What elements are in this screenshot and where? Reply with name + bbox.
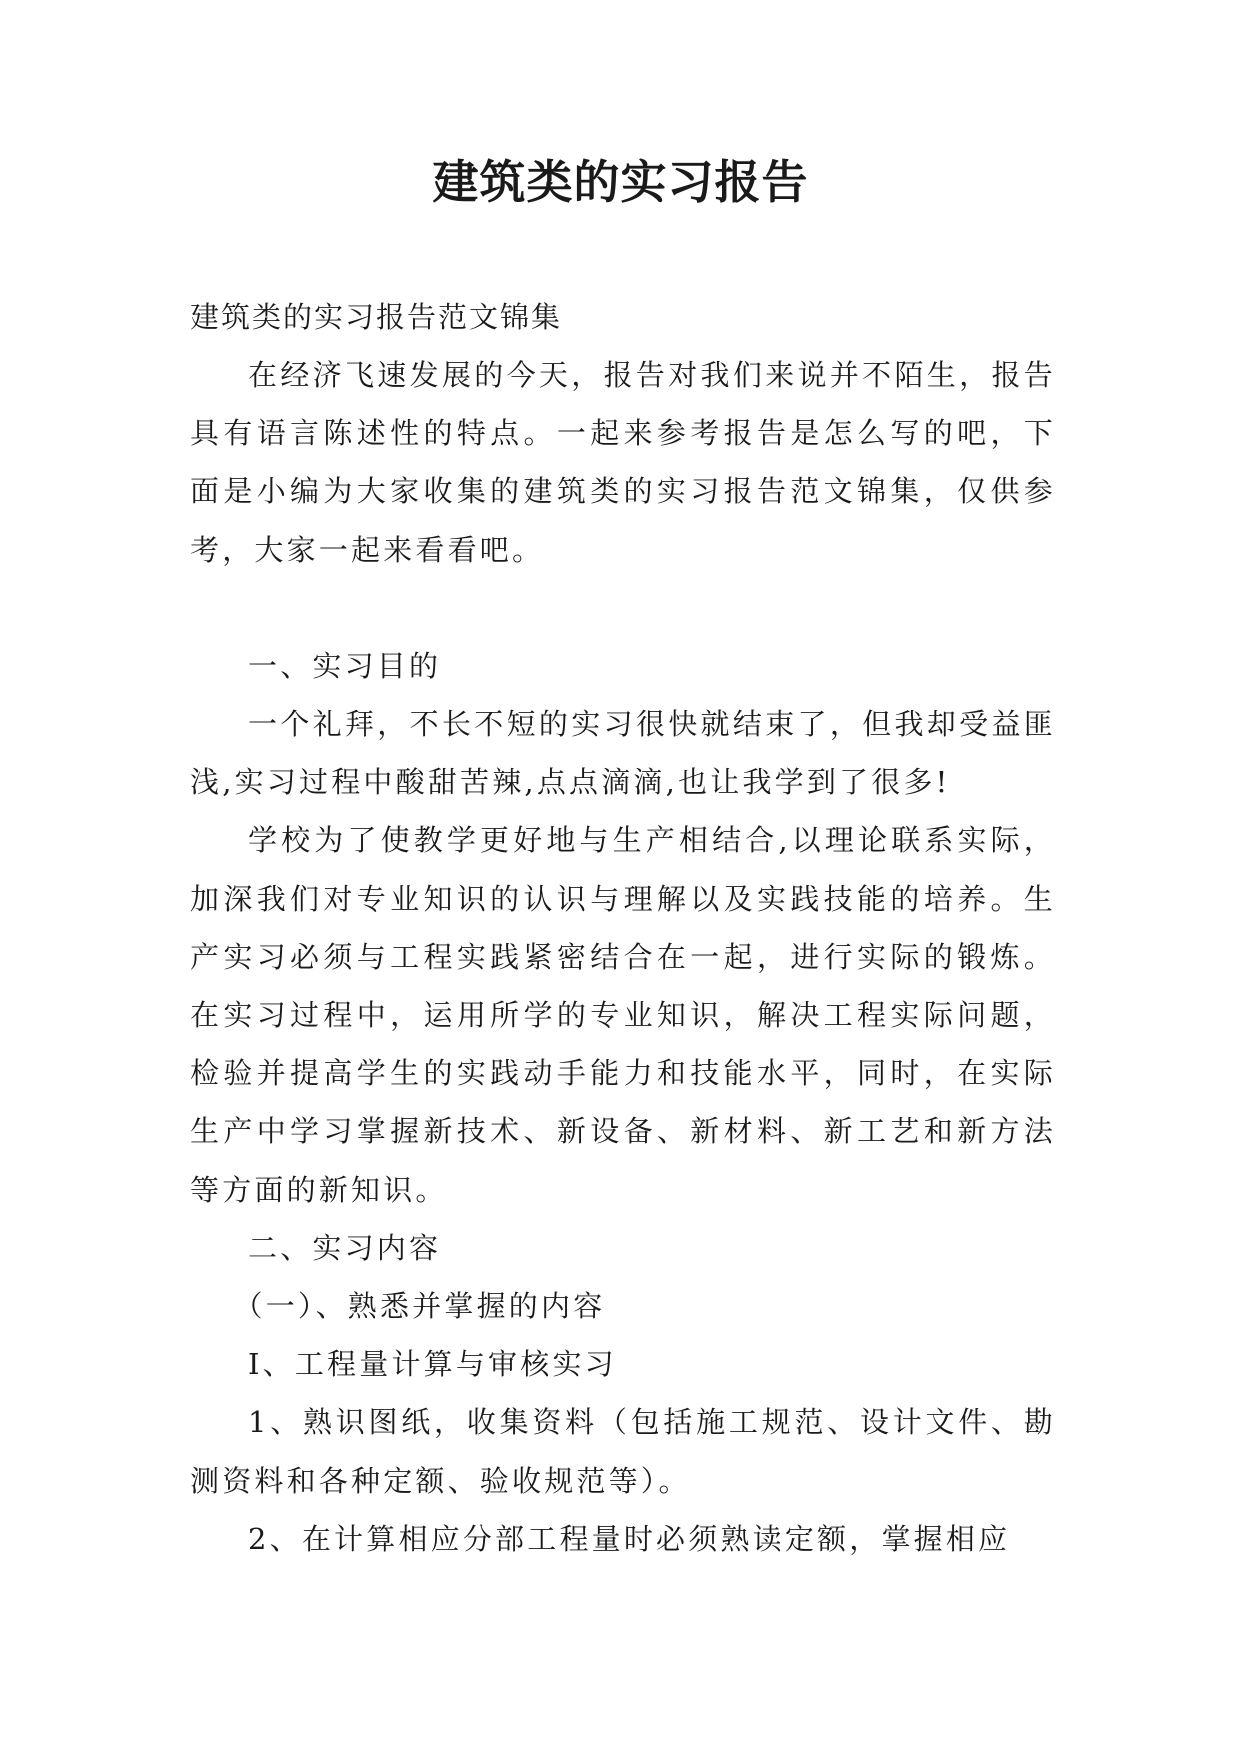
intro-paragraph: 在经济飞速发展的今天，报告对我们来说并不陌生，报告具有语言陈述性的特点。一起来参考报告是怎么写的吧，下面是小编为大家收集的建筑类的实习报告范文锦集，仅供参考，大家一起来看看吧。 — [190, 358, 1056, 567]
subsection-heading: I、工程量计算与审核实习 — [248, 1347, 617, 1382]
body-paragraph: 学校为了使教学更好地与生产相结合,以理论联系实际，加深我们对专业知识的认识与理解以及实践技能的培养。生产实习必须与工程实践紧密结合在一起，进行实际的锻炼。在实习过程中，运用所学的专业知识，解决工程实际问题，检验并提高学生的实践动手能力和技能水平，同时，在实际生产中学习掌握新技术、新设备、新材料、新工艺和新方法等方面的新知识。 — [190, 823, 1056, 1207]
section-heading-purpose: 一、实习目的 — [248, 648, 442, 683]
list-item: 1、熟识图纸，收集资料（包括施工规范、设计文件、勘测资料和各种定额、验收规范等）。 — [190, 1405, 1056, 1498]
document-body — [190, 346, 1056, 1568]
subsection-heading: （一）、熟悉并掌握的内容 — [233, 1289, 606, 1324]
body-paragraph: 一个礼拜，不长不短的实习很快就结束了，但我却受益匪浅,实习过程中酸甜苦辣,点点滴滴,也让我学到了很多! — [190, 707, 1056, 800]
list-item: 2、在计算相应分部工程量时必须熟读定额，掌握相应 — [248, 1521, 1011, 1556]
document-title: 建筑类的实习报告 — [432, 155, 809, 209]
section-heading-content: 二、实习内容 — [248, 1230, 442, 1265]
document-subtitle: 建筑类的实习报告范文锦集 — [190, 300, 563, 334]
